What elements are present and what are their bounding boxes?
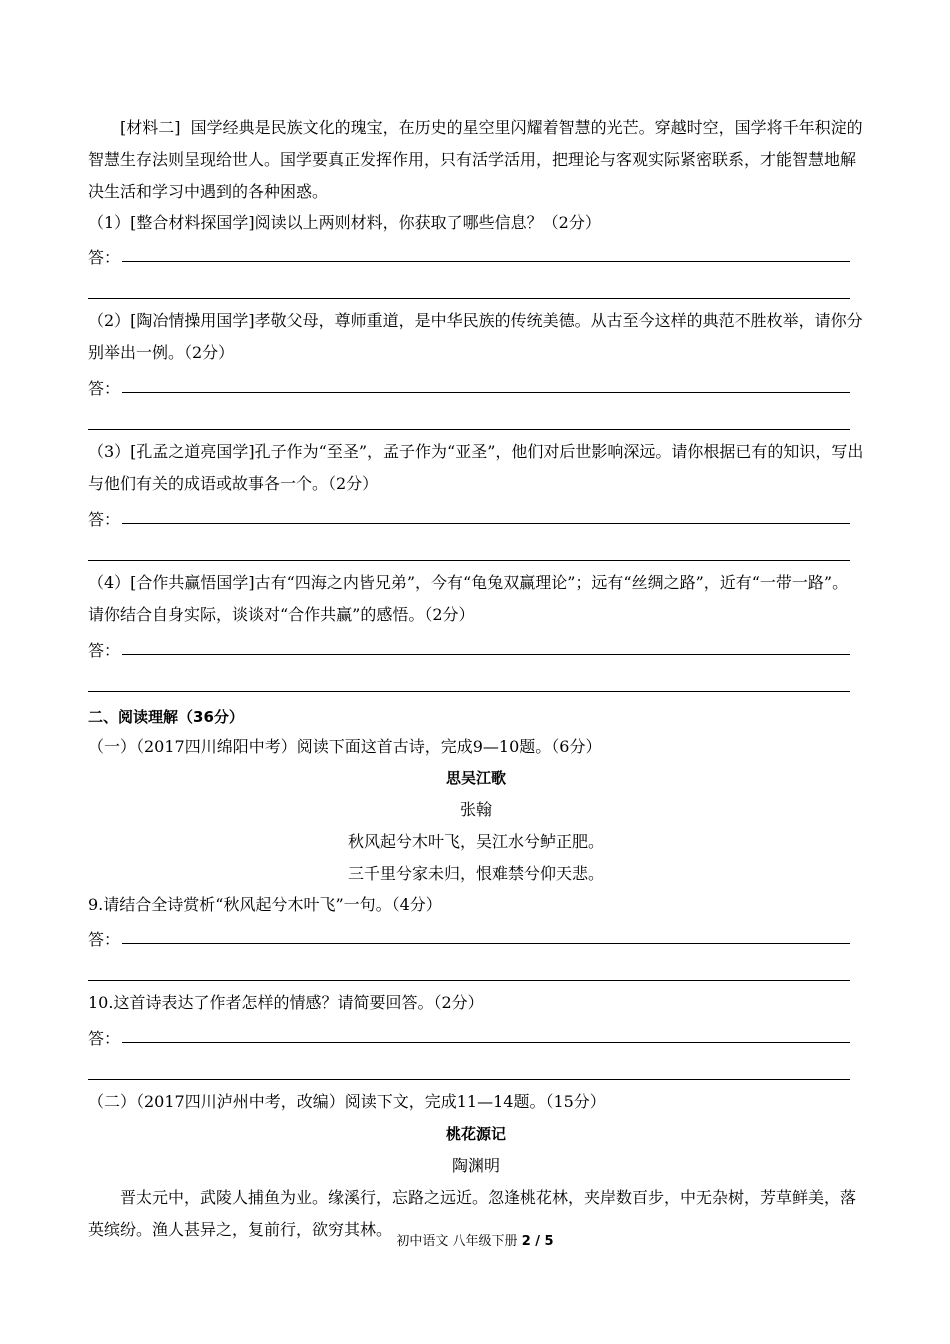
question-3: （3）[孔孟之道亮国学]孔子作为“至圣”，孟子作为“亚圣”，他们对后世影响深远。请你根据已有的知识，写出与他们有关的成语或故事各一个。（2分） (88, 442, 864, 493)
answer-field-9[interactable] (88, 920, 864, 950)
poem-title: 思吴江歌 (445, 769, 506, 787)
answer-label: 答： (88, 379, 121, 398)
question-9: 9.请结合全诗赏析“秋风起兮木叶飞”一句。（4分） (88, 895, 442, 914)
question-10: 10.这首诗表达了作者怎样的情感？请简要回答。（2分） (88, 993, 484, 1012)
section-two-heading: 二、阅读理解（36分） (88, 708, 244, 726)
part-one-intro: （一）（2017四川绵阳中考）阅读下面这首古诗，完成9—10题。（6分） (88, 737, 602, 756)
answer-rule (122, 943, 850, 944)
material-two-paragraph (88, 112, 864, 208)
answer-blank-line-4[interactable] (88, 661, 850, 692)
question-4: （4）[合作共赢悟国学]古有“四海之内皆兄弟”，今有“龟兔双赢理论”；远有“丝绸之路”，近有“一带一路”。请你结合自身实际，谈谈对“合作共赢”的感悟。（2分） (88, 573, 849, 624)
answer-blank-line-1[interactable] (88, 268, 850, 299)
answer-label: 答： (88, 1029, 121, 1048)
answer-field-4[interactable] (88, 631, 864, 661)
answer-blank-line-9[interactable] (88, 950, 850, 981)
answer-field-3[interactable] (88, 500, 864, 530)
part-two-intro: （二）（2017四川泸州中考，改编）阅读下文，完成11—14题。（15分） (88, 1092, 606, 1111)
answer-blank-line-10[interactable] (88, 1049, 850, 1080)
answer-blank-line-3[interactable] (88, 530, 850, 561)
page-footer (0, 1230, 950, 1249)
poem-line-2: 三千里兮家未归，恨难禁兮仰天悲。 (347, 864, 604, 883)
answer-label: 答： (88, 510, 121, 529)
question-1: （1）[整合材料探国学]阅读以上两则材料，你获取了哪些信息？（2分） (88, 213, 601, 232)
poem-line-1: 秋风起兮木叶飞，吴江水兮鲈正肥。 (347, 832, 604, 851)
answer-field-2[interactable] (88, 369, 864, 399)
document-page (88, 112, 864, 1246)
answer-rule (122, 261, 850, 262)
prose-paragraph: 晋太元中，武陵人捕鱼为业。缘溪行，忘路之远近。忽逢桃花林，夹岸数百步，中无杂树，芳草鲜美，落英缤纷。渔人甚异之，复前行，欲穷其林。 (88, 1188, 857, 1239)
material-two-label: [材料二] (120, 118, 181, 137)
answer-field-10[interactable] (88, 1019, 864, 1049)
answer-rule (122, 392, 850, 393)
answer-blank-line-2[interactable] (88, 399, 850, 430)
prose-title: 桃花源记 (445, 1125, 506, 1143)
footer-course: 初中语文 八年级下册 (396, 1234, 518, 1249)
answer-rule (122, 654, 850, 655)
poem-author: 张翰 (459, 800, 492, 819)
answer-label: 答： (88, 248, 121, 267)
question-2: （2）[陶冶情操用国学]孝敬父母，尊师重道，是中华民族的传统美德。从古至今这样的典范不胜枚举，请你分别举出一例。（2分） (88, 311, 863, 362)
answer-label: 答： (88, 930, 121, 949)
material-two-text: 国学经典是民族文化的瑰宝，在历史的星空里闪耀着智慧的光芒。穿越时空，国学将千年积淀的智慧生存法则呈现给世人。国学要真正发挥作用，只有活学活用，把理论与客观实际紧密联系，才能智慧地解决生活和学习中遇到的各种困惑。 (88, 118, 863, 201)
answer-rule (122, 523, 850, 524)
prose-author: 陶渊明 (451, 1156, 500, 1175)
footer-page-number: 2 / 5 (521, 1234, 554, 1249)
answer-label: 答： (88, 641, 121, 660)
answer-field-1[interactable] (88, 238, 864, 268)
answer-rule (122, 1042, 850, 1043)
